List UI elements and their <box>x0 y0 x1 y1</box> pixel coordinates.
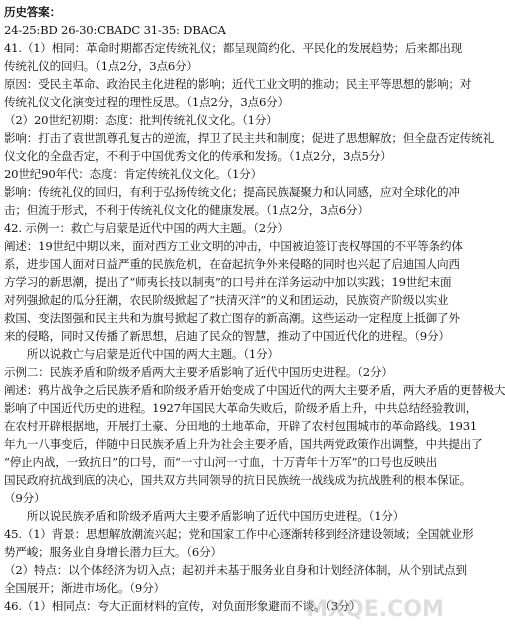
text-line: 方学习的新思潮，提出了“师夷长技以制夷”的口号并在洋务运动中加以实践；19世纪末面 <box>4 275 452 289</box>
text-line: 国民政府抗战到底的决心，国共双方共同领导的抗日民族统一战线成为抗战胜利的根本保证。 <box>4 473 472 487</box>
text-line: 来的侵略，同时又传播了新思想，启迪了民众的智慧，推动了中国近代化的进程。（9分） <box>4 329 450 343</box>
text-line: 对列强掀起的瓜分狂潮，农民阶级掀起了“扶清灭洋”的义和团运动，民族资产阶级以实业 <box>4 293 449 307</box>
text-line: （2）特点：以个体经济为切入点；起初并未基于服务业自身和计划经济体制，从个别试点到 <box>4 563 467 577</box>
text-line: 阐述：19世纪中期以来，面对西方工业文明的冲击，中国被迫签订丧权辱国的不平等条约体 <box>4 239 463 253</box>
text-line: （2）20世纪初期：态度：批判传统礼仪文化。（1分） <box>4 113 278 127</box>
text-line: 传统礼仪文化演变过程的理性反思。（1点2分，3点6分） <box>4 95 289 109</box>
text-line: 在农村开辟根据地，开展打土豪、分田地的土地革命，开辟了农村包围城市的革命路线。1931 <box>4 419 478 433</box>
text-line: 传统礼仪的回归。（1点2分，3点6分） <box>4 59 198 73</box>
watermark-logo-icon <box>305 590 445 626</box>
text-line: 41.（1）相同：革命时期都否定传统礼仪；都呈现简约化、平民化的发展趋势；后来都出现 <box>4 41 462 55</box>
mc-answers: 24-25:BD 26-30:CBADC 31-35: DBACA <box>4 23 226 37</box>
text-line: 阐述：鸦片战争之后民族矛盾和阶级矛盾开始变成了中国近代的两大主要矛盾，两大矛盾的更替极大 <box>4 383 505 397</box>
text-line: 系，进步国人面对日益严重的民族危机，在奋起抗争外来侵略的同时也兴起了启迪国人向西 <box>4 257 460 271</box>
text-line: 原因：受民主革命、政治民主化进程的影响；近代工业文明的推动；民主平等思想的影响；对 <box>4 77 472 91</box>
text-line: 影响：打击了袁世凯尊孔复古的逆流，捍卫了民主共和制度；促进了思想解放；但全盘否定传统礼 <box>4 131 494 145</box>
text-line: 击；但流于形式，不利于传统礼仪文化的健康发展。（1点2分，3点6分） <box>4 203 369 217</box>
text-line: 年九一八事变后，伴随中日民族矛盾上升为社会主要矛盾，国共两党政策作出调整，中共提出了 <box>4 437 483 451</box>
text-line: “停止内战，一致抗日”的口号，而“一寸山河一寸血，十万青年十万军”的口号也反映出 <box>4 455 438 469</box>
text-line: 救国、变法图强和民主共和为旗号掀起了救亡图存的新高潮。这些运动一定程度上抵御了外 <box>4 311 460 325</box>
text-line: 仪文化的全盘否定，不利于中国优秀文化的传承和发扬。（1点2分，3点5分） <box>4 149 392 163</box>
text-line: 42. 示例一：救亡与启蒙是近代中国的两大主题。（2分） <box>4 221 289 235</box>
text-line: 46.（1）相同点：夸大正面材料的宣传，对负面形象避而不谈。（3分） <box>4 599 361 613</box>
text-line: 20世纪90年代：态度：肯定传统礼仪文化。（1分） <box>4 167 262 181</box>
text-line: 全国展开；渐进市场化。（9分） <box>4 581 165 595</box>
text-line: （9分） <box>4 491 46 505</box>
text-line: 示例二：民族矛盾和阶级矛盾两大主要矛盾影响了近代中国历史进程。（2分） <box>4 365 393 379</box>
text-line: 所以说救亡与启蒙是近代中国的两大主题。（1分） <box>4 347 279 361</box>
text-line: 45.（1）背景：思想解放潮流兴起；党和国家工作中心逐渐转移到经济建设领域；全国就业形 <box>4 527 474 541</box>
text-line: 所以说民族矛盾和阶级矛盾两大主要矛盾影响了近代中国历史进程。（1分） <box>4 509 405 523</box>
text-line: 势严峻；服务业自身增长潜力巨大。（6分） <box>4 545 222 559</box>
watermark-text: MXQE.COM <box>306 597 444 622</box>
text-line: 影响了中国近代历史的进程。1927年国民大革命失败后，阶级矛盾上升，中共总结经验教训， <box>4 401 478 415</box>
text-line: 影响：传统礼仪的回归，有利于弘扬传统文化；提高民族凝聚力和认同感，应对全球化的冲 <box>4 185 460 199</box>
doc-heading: 历史答案： <box>4 5 61 19</box>
